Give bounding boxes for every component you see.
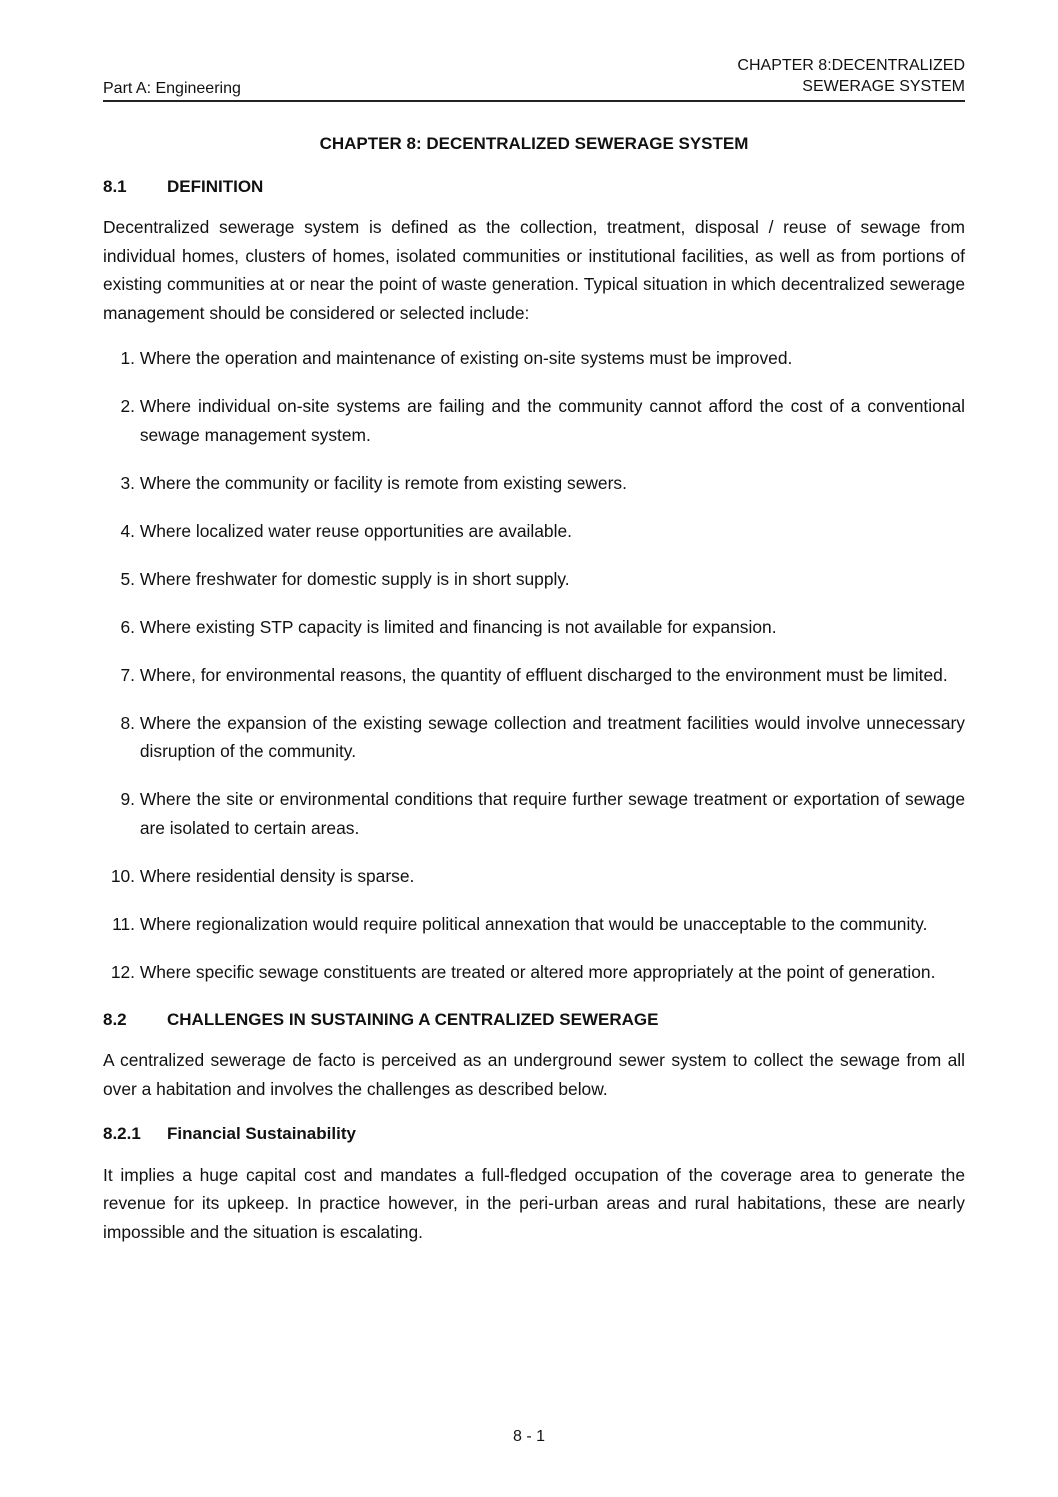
list-item: 5. Where freshwater for domestic supply is in short supply. xyxy=(120,568,570,589)
list-item: 12. Where specific sewage constituents are treated or altered more appropriately at the point of generation. xyxy=(110,961,936,982)
list-item: 7. Where, for environmental reasons, the quantity of effluent discharged to the environment must be limited. xyxy=(120,664,948,685)
section-number: 8.2 xyxy=(103,1009,127,1029)
section-title: CHALLENGES IN SUSTAINING A CENTRALIZED SEWERAGE xyxy=(167,1009,659,1029)
list-item: 1. Where the operation and maintenance of existing on-site systems must be improved. xyxy=(120,348,793,368)
header-part-label: Part A: Engineering xyxy=(103,80,241,97)
situations-list xyxy=(103,344,965,986)
list-item: 11. Where regionalization would require political annexation that would be unacceptable to the community. xyxy=(112,913,928,934)
list-item: 9. Where the site or environmental conditions that require further sewage treatment or exportation of sewage are isolated to certain areas. xyxy=(120,789,965,838)
list-item: 4. Where localized water reuse opportunities are available. xyxy=(120,520,572,541)
header-chapter-line1: CHAPTER 8:DECENTRALIZED xyxy=(737,57,965,74)
list-item: 3. Where the community or facility is remote from existing sewers. xyxy=(120,472,627,493)
section-number: 8.2.1 xyxy=(103,1124,141,1143)
chapter-title: CHAPTER 8: DECENTRALIZED SEWERAGE SYSTEM xyxy=(319,134,749,153)
financial-paragraph: It implies a huge capital cost and mandates a full-fledged occupation of the coverage area to generate the revenue for its upkeep. In practice however, in the peri-urban areas and rural habitations, these are nearly impossible and the situation is escalating. xyxy=(103,1164,965,1242)
section-heading-8-2-1 xyxy=(103,1120,965,1149)
page-header xyxy=(103,54,965,102)
section-number: 8.1 xyxy=(103,176,127,196)
section-heading-8-1 xyxy=(103,173,965,202)
header-chapter-label xyxy=(737,55,965,97)
page-content xyxy=(103,130,965,1263)
page-number: 8 - 1 xyxy=(512,1428,545,1445)
list-item: 2. Where individual on-site systems are failing and the community cannot afford the cost of a conventional sewage management system. xyxy=(120,396,965,445)
section-title: Financial Sustainability xyxy=(167,1124,356,1143)
list-item: 10. Where residential density is sparse. xyxy=(110,865,415,886)
list-item: 6. Where existing STP capacity is limited and financing is not available for expansion. xyxy=(120,616,777,637)
list-item: 8. Where the expansion of the existing sewage collection and treatment facilities would involve unnecessary disruption of the community. xyxy=(120,712,965,761)
section-title: DEFINITION xyxy=(167,176,264,196)
challenges-paragraph: A centralized sewerage de facto is perceived as an underground sewer system to collect the sewage from all over a habitation and involves the challenges as described below. xyxy=(103,1050,965,1099)
section-heading-8-2 xyxy=(103,1006,965,1035)
header-chapter-line2: SEWERAGE SYSTEM xyxy=(802,78,965,95)
definition-paragraph: Decentralized sewerage system is defined as the collection, treatment, disposal / reuse of sewage from individual homes, clusters of homes, isolated communities or institutional facilities, as well as from portions of existing communities at or near the point of waste generation. Typical situation in which decentralized sewerage management should be considered or selected include: xyxy=(103,217,965,323)
